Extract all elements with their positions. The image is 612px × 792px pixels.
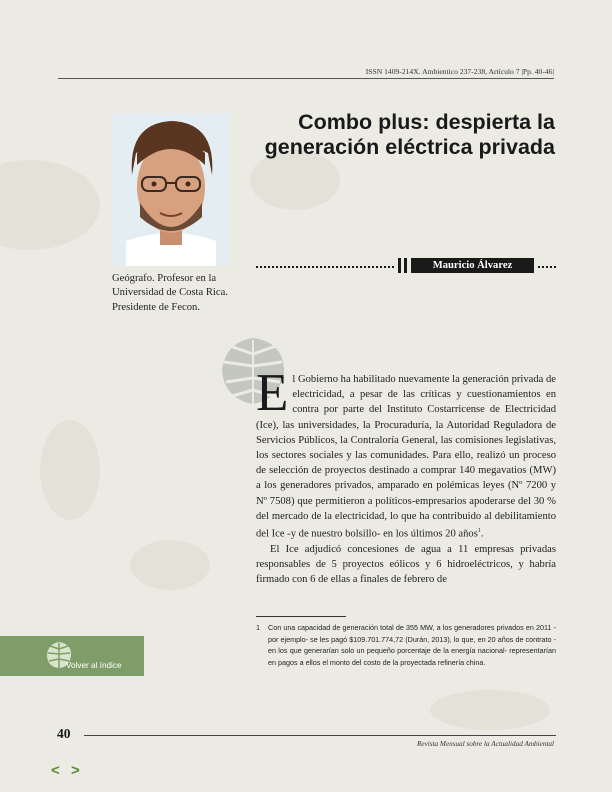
- drop-cap: E: [256, 364, 289, 422]
- article-title: Combo plus: despierta la generación eléctrica privada: [264, 110, 555, 159]
- page-number: 40: [57, 726, 71, 741]
- author-photo: [112, 113, 230, 266]
- previous-page-arrow[interactable]: <: [51, 762, 60, 779]
- footnote-number: 1: [256, 623, 260, 632]
- byline-dots-right: [538, 266, 556, 268]
- footer-rule: [84, 735, 556, 736]
- back-to-index-button[interactable]: [0, 636, 144, 676]
- paragraph-text: El Ice adjudicó concesiones de agua a 11 empresas privadas responsables de 5 proyectos eólicos y 6 hidroeléctricos, y habría firmado con 6 de ellas a finales de febrero de: [256, 543, 556, 586]
- author-name: Mauricio Álvarez: [411, 258, 534, 273]
- back-to-index-label[interactable]: Volver al índice: [66, 661, 122, 670]
- byline-dots-left: [256, 266, 394, 268]
- background-texture: [430, 690, 550, 730]
- paragraph: [256, 542, 556, 588]
- header-rule: [58, 78, 554, 79]
- journal-name: Revista Mensual sobre la Actualidad Ambiental: [416, 740, 554, 748]
- footnote-text: Con una capacidad de generación total de 355 MW, a los generadores privados en 2011 -por ejemplo- se les pagó $109.701.774,72 (Durán, 2013), lo que, en 20 años de contrato -en los que generarían solo un pequeño porcentaje de la energía nacional- representarían en pagos a ellos el monto del costo de la proyectada refinería china.: [268, 623, 556, 667]
- background-texture: [130, 540, 210, 590]
- background-texture: [250, 150, 340, 210]
- article-body: [256, 364, 556, 587]
- background-texture: [0, 160, 100, 250]
- background-texture: [40, 420, 100, 520]
- paragraph: El Gobierno ha habilitado nuevamente la generación privada de electricidad, a pesar de las críticas y cuestionamientos en contra por parte del Instituto Costarricense de Electricidad (Ice), las universidades, la Procuraduría, la Autoridad Reguladora de Servicios Públicos, la Contraloría General, las comisiones legislativas, los sectores sociales y las comunidades. Para ello, realizó un proceso de selección de proyectos destinado a comprar 140 megavatios (MW) a los generadores privados, amparado en polémicas leyes (Nº 7200 y Nº 7508) que permitieron a políticos-empresarios apoderarse del 30 % del mercado de la electricidad, lo que ha contribuido al debilitamiento del Ice -y de nuestro bolsillo- en los últimos 20 años$^1$.: [256, 364, 556, 540]
- next-page-arrow[interactable]: >: [71, 762, 80, 779]
- footnote: [256, 622, 556, 668]
- footnote-rule: [256, 616, 346, 617]
- paragraph-text: l Gobierno ha habilitado nuevamente la generación privada de electricidad, a pesar de las críticas y cuestionamientos en contra por parte del Instituto Costarricense de Electricidad (Ice), las universidades, la Procuraduría, la Autoridad Reguladora de Servicios Públicos, la Contraloría General, las comisiones legislativas, los sectores sociales y las comunidades. Para ello, realizó un proceso de selección de proyectos destinado a comprar 140 megavatios (MW) a los generadores privados, amparado en polémicas leyes (Nº 7200 y Nº 7508) que permitieron a políticos-empresarios apoderarse del 30 % del mercado de la electricidad, lo que ha contribuido al debilitamiento del Ice -y de nuestro bolsillo- en los últimos 20 años: [256, 374, 556, 540]
- issn-header: ISSN 1409-214X. Ambientico 237-238, Artículo 7 |Pp. 40-46|: [365, 67, 554, 76]
- footnote-ref: 1: [477, 528, 481, 535]
- author-bio: Geógrafo. Profesor en la Universidad de Costa Rica. Presidente de Fecon.: [112, 273, 228, 313]
